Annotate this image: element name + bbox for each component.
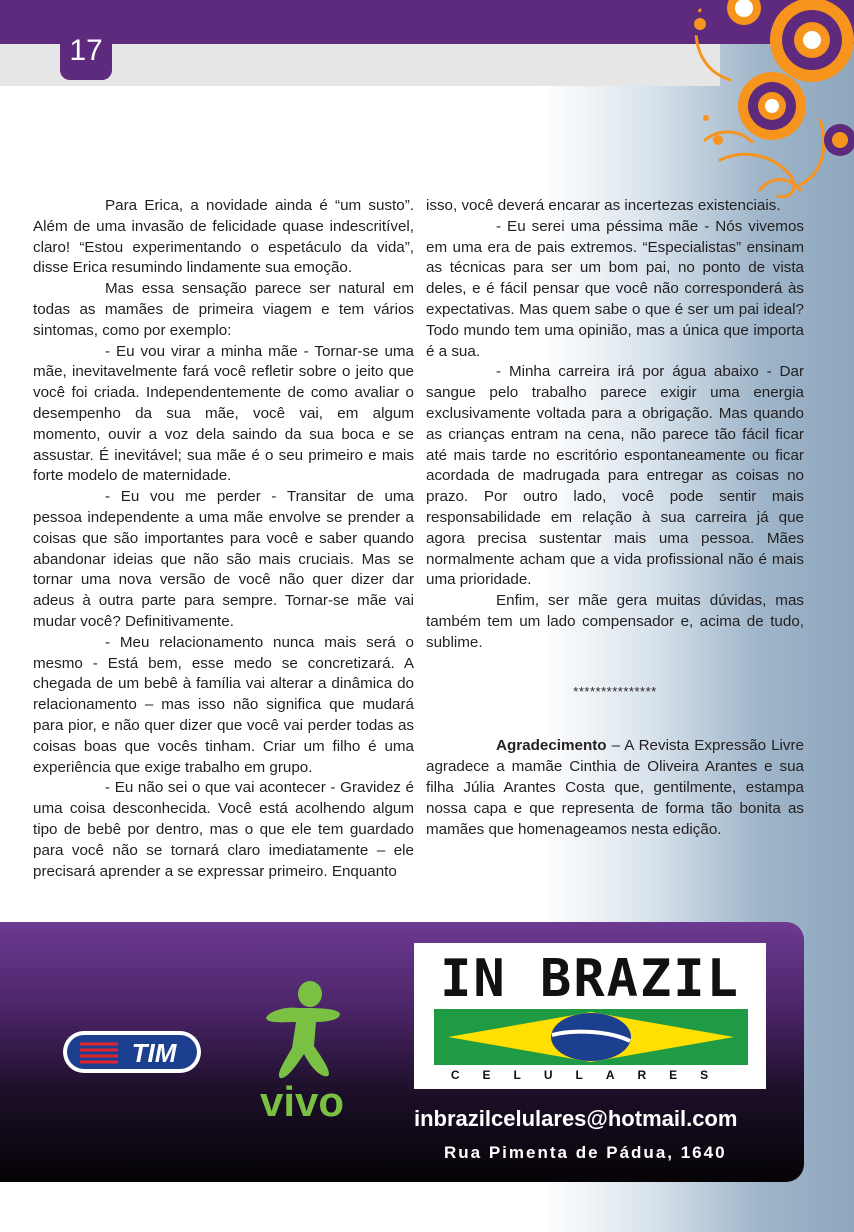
brazil-flag-icon	[434, 1009, 748, 1065]
article-paragraph: Para Erica, a novidade ainda é “um susto”. Além de uma invasão de felicidade quase indescritível, claro! “Estou experimentando o espetáculo da vida”, disse Erica resumindo lindamente sua emoção.	[33, 197, 414, 277]
article-paragraph: - Minha carreira irá por água abaixo - Dar sangue pelo trabalho parece exigir uma energia exclusivamente voltada para a obrigação. Mas quando as crianças entram na cena, não parece tão fácil ficar até mais tarde no escritório espontaneamente ou ficar acordada de madrugada para entregar as coisas no prazo. Por outro lado, você pode sentir mais responsabilidade em relação à sua carreira já que agora precisa sustentar mais uma pessoa. Mães normalmente acham que a vida profissional não é mais uma prioridade.	[426, 363, 804, 589]
tim-logo-text: TIM	[131, 1038, 177, 1068]
acknowledgement	[426, 736, 804, 840]
article-paragraph: Enfim, ser mãe gera muitas dúvidas, mas também tem um lado compensador e, acima de tudo, sublime.	[426, 592, 804, 651]
inbrazil-logo	[414, 943, 766, 1089]
article-paragraph: - Eu não sei o que vai acontecer - Gravidez é uma coisa desconhecida. Você está acolhendo algum tipo de bebê por dentro, mas o que ele tem guardado para você não se tornará claro imediatamente – ele precisará aprender a se expressar primeiro. Enquanto	[33, 779, 414, 880]
contact-email[interactable]: inbrazilcelulares@hotmail.com	[414, 1106, 738, 1131]
acknowledgement-text: – A Revista Expressão Livre agradece a mamãe Cinthia de Oliveira Arantes e sua filha Júlia Arantes Costa que, gentilmente, estampa nossa capa e que representa de forma tão bonita as mamães que homenageamos nesta edição.	[426, 737, 804, 838]
article-paragraph: isso, você deverá encarar as incertezas existenciais.	[426, 197, 781, 214]
article-column-left	[33, 196, 414, 882]
acknowledgement-heading: Agradecimento	[496, 737, 607, 755]
article-column-right	[426, 196, 804, 840]
tim-logo-icon	[62, 1030, 202, 1074]
vivo-logo-icon	[244, 978, 360, 1124]
page-number: 17	[60, 22, 112, 80]
article-paragraph: - Eu vou me perder - Transitar de uma pessoa independente a uma mãe envolve se prender a coisas que são importantes para você e saber quando abandonar ideias que não são mais cruciais. Mas se tornar uma nova versão de você não quer dizer dar adeus à outra parte para sempre. Tornar-se mãe vai mudar você? Definitivamente.	[33, 488, 414, 630]
article-paragraph: - Eu vou virar a minha mãe - Tornar-se uma mãe, inevitavelmente fará você refletir sobre o jeito que você foi criada. Independentemente de como avaliar o desempenho da sua mãe, você vai, em algum momento, ouvir a voz dela saindo da sua boca e se assustar. É inevitável; sua mãe é o seu primeiro e mais forte modelo de maternidade.	[33, 342, 414, 485]
article-paragraph: - Meu relacionamento nunca mais será o mesmo - Está bem, esse medo se concretizará. A chegada de um bebê à família vai alterar a dinâmica do relacionamento – mas isso não significa que mudará para pior, e não quer dizer que você vai perder todas as coisas boas que vocês tinham. Criar um filho é uma experiência que exige trabalho em grupo.	[33, 633, 414, 776]
section-separator: ***************	[573, 683, 657, 699]
inbrazil-title: IN BRAZIL	[440, 949, 740, 1009]
contact-address: Rua Pimenta de Pádua, 1640	[444, 1143, 727, 1162]
inbrazil-tagline: CELULARES	[450, 1068, 732, 1082]
article-paragraph: Mas essa sensação parece ser natural em todas as mamães de primeira viagem e tem vários sintomas, como por exemplo:	[33, 280, 414, 339]
article-paragraph: - Eu serei uma péssima mãe - Nós vivemos em uma era de pais extremos. “Especialistas” ensinam as técnicas para ser um bom pai, no ponto de vista deles, e é fácil pensar que você não corresponderá às expectativas. Mas quem sabe o que é ser um pai ideal? Todo mundo tem uma opinião, mas a única que importa é a sua.	[426, 217, 804, 360]
decorative-circles-icon	[0, 0, 854, 200]
vivo-logo-text: vivo	[259, 1078, 345, 1124]
